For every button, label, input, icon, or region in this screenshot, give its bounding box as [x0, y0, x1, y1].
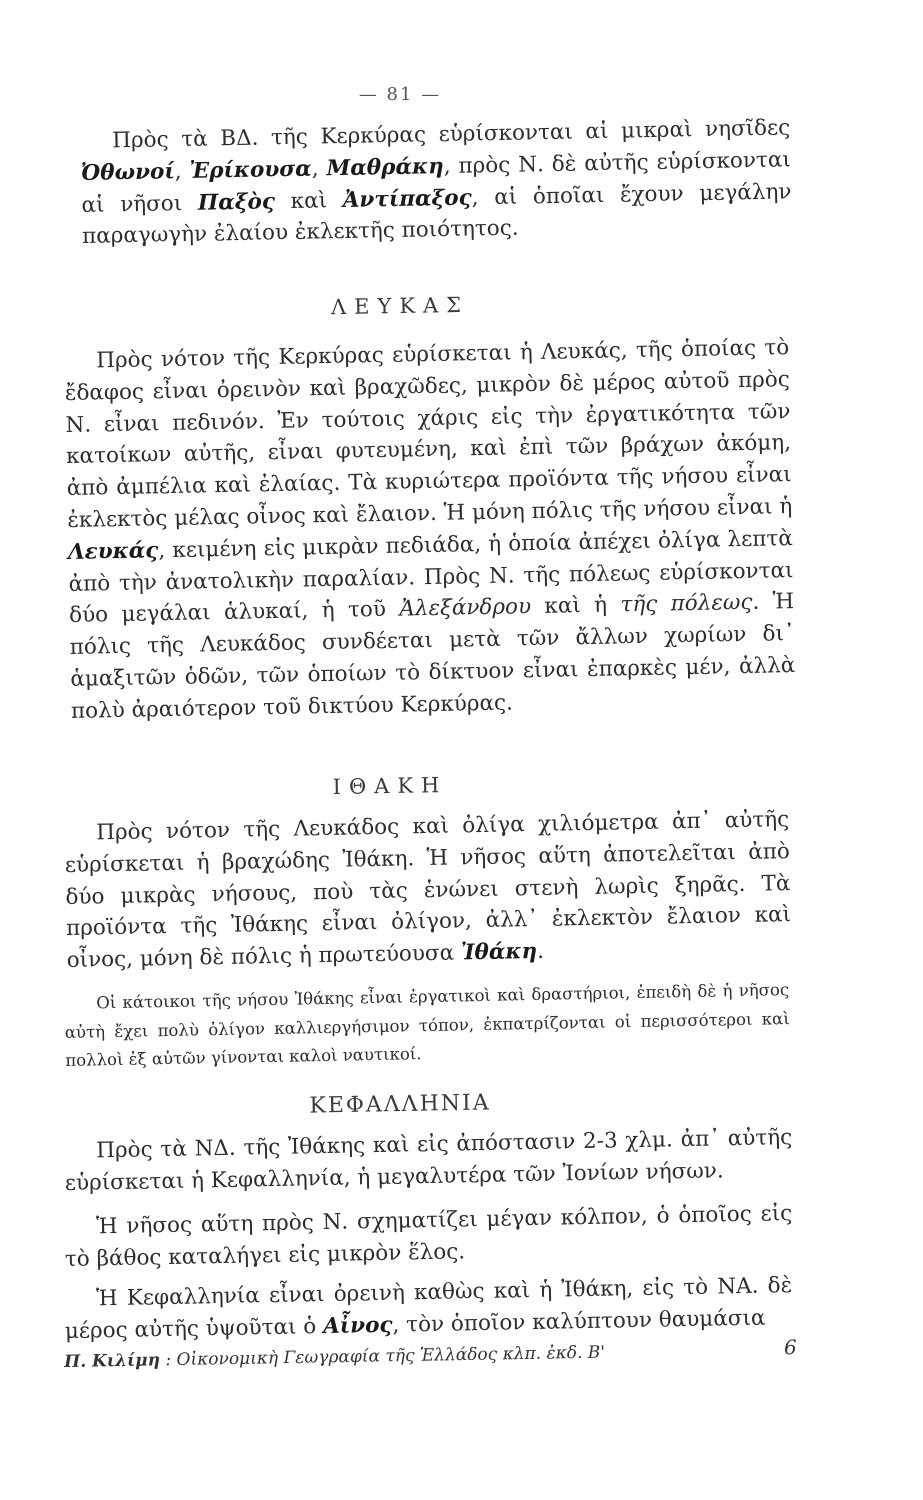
heading-ithaki: ΙΘΑΚΗ: [332, 773, 448, 799]
place-mathraki: Μαθράκη: [326, 153, 444, 182]
paragraph-ithaki-note: Οἱ κάτοικοι τῆς νήσου Ἰθάκης εἶναι ἐργατικοὶ καὶ δραστήριοι, ἐπειδὴ δὲ ἡ νῆσος αὐτὴ ἔχει πολὺ ὀλίγον καλλιεργήσιμον τόπον, ἐκπατρίζονται οἱ περισσότεροι καὶ πολλοὶ ἐξ αὐτῶν γίνονται καλοὶ ναυτικοί.: [64, 980, 790, 1070]
footer-sheet-number: 6: [783, 1335, 797, 1360]
heading-kefallinia: ΚΕΦΑΛΛΗΝΙΑ: [309, 1090, 491, 1119]
footer-author: Π. Κιλίμη: [64, 1350, 161, 1372]
place-erikousa: Ἐρίκουσα: [189, 156, 312, 184]
paragraph-ithaki: Πρὸς νότον τῆς Λευκάδος καὶ ὀλίγα χιλιόμετρα ἀπ᾿ αὐτῆς εὑρίσκεται ἡ βραχώδης Ἰθάκη. Ἡ νῆσος αὕτη ἀποτελεῖται ἀπὸ δύο μικρὰς νήσους, ποὺ τὰς ἑνώνει στενὴ λωρὶς ξηρᾶς. Τὰ προϊόντα τῆς Ἰθάκης εἶναι ὀλίγον, ἀλλ᾿ ἐκλεκτὸν ἔλαιον καὶ οἶνος, μόνη δὲ πόλις ἡ πρωτεύουσα Ἰθάκη.: [64, 807, 792, 974]
heading-lefkas: ΛΕΥΚΑΣ: [330, 292, 470, 320]
place-ainos: Αἶνος: [322, 1312, 393, 1339]
saltpan-poleos: τῆς πόλεως: [620, 590, 753, 618]
paragraph-kefallinia-gulf: Ἡ νῆσος αὕτη πρὸς Ν. σχηματίζει μέγαν κόλπον, ὁ ὁποῖος εἰς τὸ βάθος καταλήγει εἰς μικρὸν ἕλος.: [64, 1201, 793, 1272]
paragraph-lefkas: Πρὸς νότον τῆς Κερκύρας εὑρίσκεται ἡ Λευκάς, τῆς ὁποίας τὸ ἔδαφος εἶναι ὀρεινὸν καὶ βραχῶδες, μικρὸν δὲ μέρος αὐτοῦ πρὸς Ν. εἶναι πεδινόν. Ἐν τούτοις χάρις εἰς τὴν ἐργατικότητα τῶν κατοίκων αὐτῆς, εἶναι φυτευμένη, καὶ ἐπὶ τῶν βράχων ἀκόμη, ἀπὸ ἀμπέλια καὶ ἐλαίας. Τὰ κυριώτερα προϊόντα τῆς νήσου εἶναι ἐκλεκτὸς μέλας οἶνος καὶ ἔλαιον. Ἡ μόνη πόλις τῆς νήσου εἶναι ἡ Λευκάς, κειμένη εἰς μικρὰν πεδιάδα, ἡ ὁποία ἀπέχει ὀλίγα λεπτὰ ἀπὸ τὴν ἀνατολικὴν παραλίαν. Πρὸς Ν. τῆς πόλεως εὑρίσκονται δύο μεγάλαι ἁλυκαί, ἡ τοῦ Ἀλεξάνδρου καὶ ἡ τῆς πόλεως. Ἡ πόλις τῆς Λευκάδος συνδέεται μετὰ τῶν ἄλλων χωρίων δι᾿ ἁμαξιτῶν ὁδῶν, τῶν ὁποίων τὸ δίκτυον εἶναι ἐπαρκὲς μέν, ἀλλὰ πολὺ ἀραιότερον τοῦ δικτύου Κερκύρας.: [64, 335, 796, 724]
place-antipaxos: Ἀντίπαξος: [342, 185, 472, 213]
paragraph-kefallinia-ainos: Ἡ Κεφαλληνία εἶναι ὀρεινὴ καθὼς καὶ ἡ Ἰθάκη, εἰς τὸ ΝΑ. δὲ μέρος αὐτῆς ὑψοῦται ὁ Αἶνος, τὸν ὁποῖον καλύπτουν θαυμάσια: [64, 1273, 793, 1344]
footer-book-title: : Οἰκονομικὴ Γεωγραφία τῆς Ἑλλάδος κλπ. ἐκδ. Β': [165, 1342, 606, 1371]
saltpan-alexandrou: Ἀλεξάνδρου: [399, 594, 532, 622]
place-lefkas-town: Λευκάς: [67, 538, 159, 565]
paragraph-small-islands: Πρὸς τὰ ΒΔ. τῆς Κερκύρας εὑρίσκονται αἱ μικραὶ νησῖδες Ὀθωνοί, Ἐρίκουσα, Μαθράκη, πρὸς Ν. δὲ αὐτῆς εὑρίσκονται αἱ νῆσοι Παξὸς καὶ Ἀντίπαξος, αἱ ὁποῖαι ἔχουν μεγάλην παραγωγὴν ἐλαίου ἐκλεκτῆς ποιότητος.: [80, 115, 792, 250]
page-number: — 81 —: [358, 84, 442, 105]
paragraph-kefallinia-intro: Πρὸς τὰ ΝΔ. τῆς Ἰθάκης καὶ εἰς ἀπόστασιν 2-3 χλμ. ἀπ᾿ αὐτῆς εὑρίσκεται ἡ Κεφαλληνία, ἡ μεγαλυτέρα τῶν Ἰονίων νήσων.: [64, 1125, 793, 1196]
place-ithaki-town: Ἰθάκη: [460, 939, 538, 966]
place-paxos: Παξὸς: [197, 188, 276, 216]
place-othonoi: Ὀθωνοί: [80, 158, 175, 186]
